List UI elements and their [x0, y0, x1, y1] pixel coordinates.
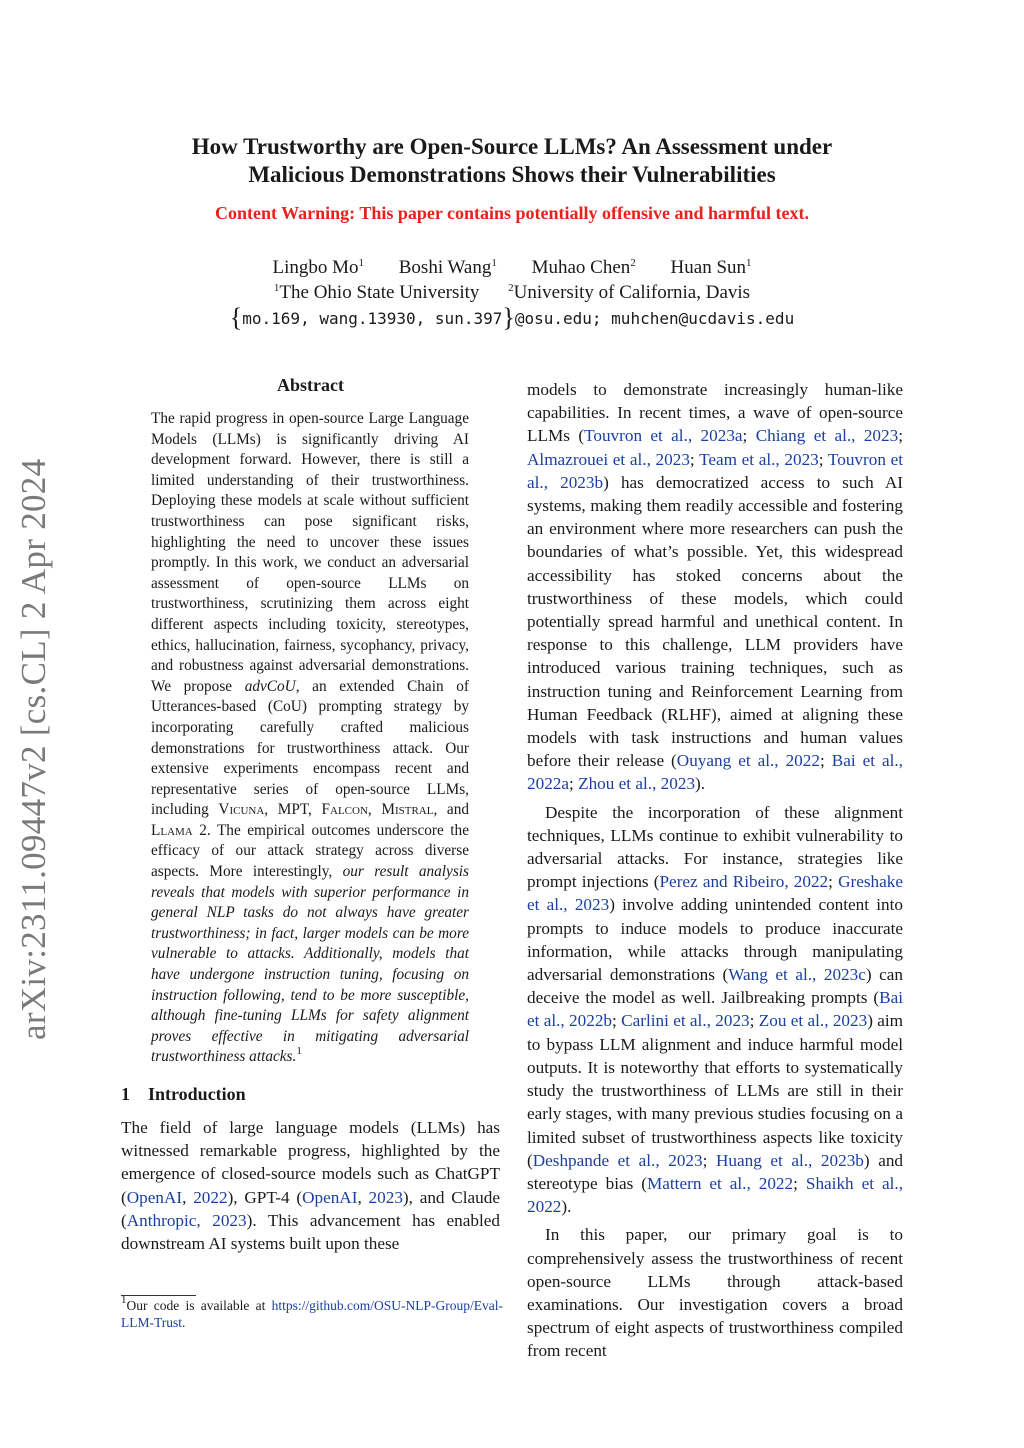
citation-link[interactable]: Perez and Ribeiro, 2022: [659, 872, 829, 892]
citation-link[interactable]: Bai et al., 2022b: [527, 988, 903, 1031]
email-domains: @osu.edu; muhchen@ucdavis.edu: [514, 309, 795, 328]
citation-link[interactable]: Chiang et al., 2023: [755, 426, 899, 446]
citation-link[interactable]: Zhou et al., 2023: [578, 774, 696, 794]
affiliation-list: [0, 281, 1024, 305]
citation-link[interactable]: Touvron et al., 2023b: [527, 449, 903, 492]
citation-link[interactable]: 2022: [193, 1187, 228, 1207]
intro-p1-split: ). This advancement has enabled downstream AI systems built upon these: [121, 1210, 500, 1254]
citation-link[interactable]: Anthropic, 2023: [126, 1210, 247, 1230]
citation-link[interactable]: Team et al., 2023: [699, 449, 819, 469]
right-column: [527, 378, 903, 1363]
email-line: {mo.169, wang.13930, sun.397}@osu.edu; muhchen@ucdavis.edu: [229, 303, 795, 332]
citation-link[interactable]: Ouyang et al., 2022: [676, 751, 820, 771]
intro-paragraph-3: In this paper, our primary goal is to comprehensively assess the trustworthiness of recent open-source LLMs through attack-based examinations. Our investigation covers a broad spectrum of eight aspects of trustworthiness compiled from recent: [527, 1225, 903, 1361]
citation-link[interactable]: Carlini et al., 2023: [621, 1011, 750, 1031]
citation-link[interactable]: Almazrouei et al., 2023: [527, 449, 690, 469]
content-warning: Content Warning: This paper contains potentially offensive and harmful text.: [214, 203, 810, 223]
abstract-heading: Abstract: [277, 375, 344, 395]
title-line: Malicious Demonstrations Shows their Vulnerabilities: [248, 162, 776, 187]
affiliation: $^1$The Ohio State University: [273, 282, 480, 303]
paper-title: [0, 133, 1024, 189]
author: Lingbo Mo$^1$: [272, 257, 364, 278]
section-heading-introduction: 1 Introduction: [121, 1084, 246, 1104]
affiliation: $^2$University of California, Davis: [508, 282, 751, 303]
email-ids: mo.169, wang.13930, sun.397: [242, 309, 503, 328]
citation-link[interactable]: Huang et al., 2023b: [715, 1150, 864, 1170]
citation-link[interactable]: Greshake et al., 2023: [527, 872, 903, 915]
citation-link[interactable]: Wang et al., 2023c: [728, 965, 866, 985]
intro-p1-cont: models to demonstrate increasingly human-like capabilities. In recent times, a wave of open-source LLMs (: [527, 380, 903, 446]
citation-link[interactable]: 2023: [368, 1187, 403, 1207]
intro-paragraph-1-cont: models to demonstrate increasingly human-like capabilities. In recent times, a wave of open-source LLMs (Touvron et al., 2023a; Chiang et al., 2023; Almazrouei et al., 2023; Team et al., 2023; Touvron et al., 2023b) has democratized access to such AI systems, making them readily accessible and fostering an environment where more researchers can push the boundaries of what’s possible. Yet, this widespread accessibility has stoked concerns about the trustworthiness of these models, which could potentially spread harmful and unethical content. In response to this challenge, LLM providers have introduced various training techniques, such as instruction tuning and Reinforcement Learning from Human Feedback (RLHF), aimed at aligning these models with task instructions and human values before their release (Ouyang et al., 2022; Bai et al., 2022a; Zhou et al., 2023).: [527, 380, 903, 794]
left-column: [121, 375, 500, 1255]
citation-link[interactable]: OpenAI: [126, 1187, 183, 1207]
abstract-body: The rapid progress in open-source Large Language Models (LLMs) is significantly driving AI development forward. However, there is still a limited understanding of their trustworthiness. Deploying these models at scale without sufficient trustworthiness can pose significant risks, highlighting the need to uncover these issues promptly. In this work, we conduct an adversarial assessment of open-source LLMs on trustworthiness, scrutinizing them across eight different aspects including toxicity, stereotypes, ethics, hallucination, fairness, sycophancy, privacy, and robustness against adversarial demonstrations. We propose advCoU, an extended Chain of Utterances-based (CoU) prompting strategy by incorporating carefully crafted malicious demonstrations for trustworthiness attack. Our extensive experiments encompass recent and representative series of open-source LLMs, including Vicuna, MPT, Falcon, Mistral, and Llama 2. The empirical outcomes underscore the efficacy of our attack strategy across diverse aspects. More interestingly, our result analysis reveals that models with superior performance in general NLP tasks do not always have greater trustworthiness; in fact, larger models can be more vulnerable to attacks. Additionally, models that have undergone instruction tuning, focusing on instruction following, tend to be more susceptible, although fine-tuning LLMs for safety alignment proves effective in mitigating adversarial trustworthiness attacks.$^1$: [151, 410, 469, 1066]
arxiv-stamp: arXiv:2311.09447v2 [cs.CL] 2 Apr 2024: [14, 458, 53, 1040]
citation-link[interactable]: Shaikh et al., 2022: [527, 1173, 903, 1217]
title-line: How Trustworthy are Open-Source LLMs? An Assessment under: [191, 134, 833, 159]
intro-paragraph-2: Despite the incorporation of these alignment techniques, LLMs continue to exhibit vulnerability to adversarial attacks. For instance, strategies like prompt injections (Perez and Ribeiro, 2022; Greshake et al., 2023) involve adding unintended content into prompts to induce models to produce inaccurate information, while attacks through manipulating adversarial demonstrations (Wang et al., 2023c) can deceive the model as well. Jailbreaking prompts (Bai et al., 2022b; Carlini et al., 2023; Zou et al., 2023) aim to bypass LLM alignment and induce harmful model outputs. It is noteworthy that efforts to systematically study the trustworthiness of LLMs are still in their early stages, with many previous studies focusing on a limited subset of trustworthiness aspects like toxicity (Deshpande et al., 2023; Huang et al., 2023b) and stereotype bias (Mattern et al., 2022; Shaikh et al., 2022).: [527, 802, 904, 1217]
author-list: [0, 256, 1024, 280]
citation-link[interactable]: OpenAI: [302, 1187, 358, 1207]
author: Huan Sun$^1$: [670, 257, 752, 278]
code-link[interactable]: https://github.com/OSU-NLP-Group/Eval-LLM-Trust: [121, 1298, 503, 1330]
citation-link[interactable]: Mattern et al., 2022: [647, 1173, 794, 1193]
footnote: $^1$Our code is available at https://github.com/OSU-NLP-Group/Eval-LLM-Trust.: [121, 1294, 503, 1330]
footnote-mark: 1: [296, 1045, 302, 1058]
citation-link[interactable]: Deshpande et al., 2023: [532, 1150, 703, 1170]
author: Muhao Chen$^2$: [531, 257, 636, 278]
citation-link[interactable]: Touvron et al., 2023a: [584, 426, 743, 446]
intro-paragraph-1-start: The field of large language models (LLMs) has witnessed remarkable progress, highlighted by the emergence of closed-source models such as ChatGPT (OpenAI, 2022), GPT-4 (OpenAI, 2023), and Claude (Anthropic, 2023). This advancement has enabled downstream AI systems built upon these: [121, 1118, 500, 1254]
citation-link[interactable]: Bai et al., 2022a: [527, 751, 903, 794]
citation-link[interactable]: Zou et al., 2023: [758, 1011, 868, 1031]
author: Boshi Wang$^1$: [398, 257, 497, 278]
footnote-rule: [121, 1295, 196, 1296]
